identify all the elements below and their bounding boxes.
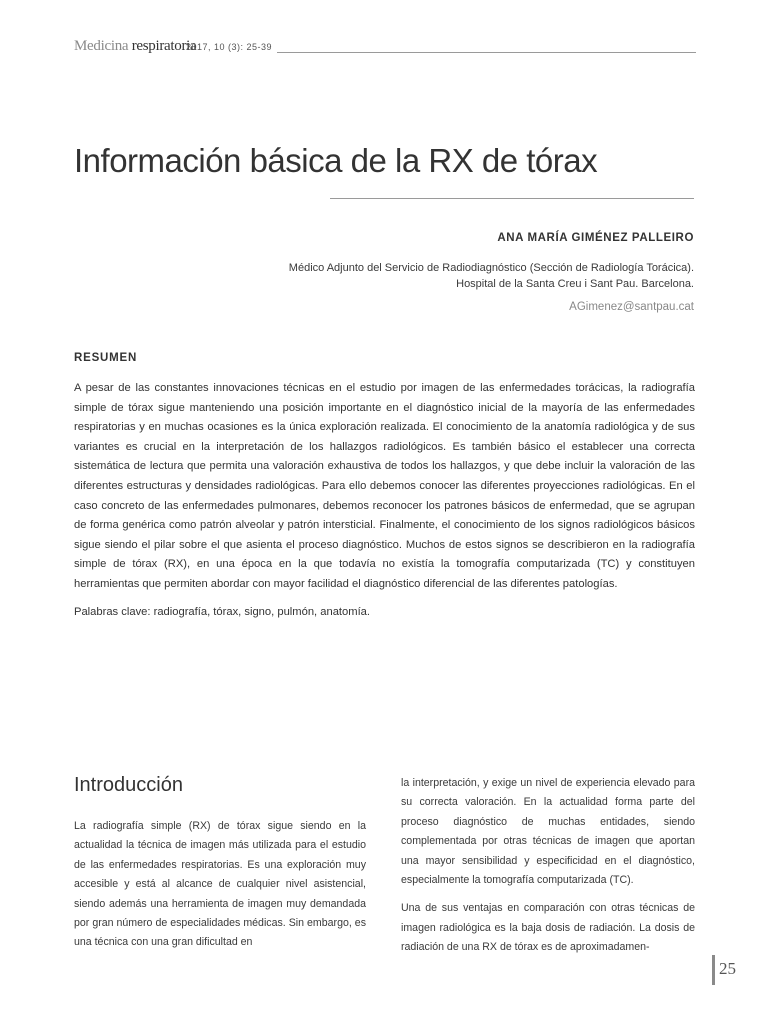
- author-email-link[interactable]: AGimenez@santpau.cat: [569, 301, 694, 313]
- issue-info: 2017, 10 (3): 25-39: [186, 42, 273, 52]
- journal-name: [74, 38, 196, 55]
- intro-paragraph-1: La radiografía simple (RX) de tórax sigue siendo en la actualidad la técnica de imagen más utilizada para el estudio de las enfermedades respiratorias. Es una exploración muy accesible y está al alcance de cualquier nivel asistencial, siendo además una herramienta de imagen muy demandada por gran número de especialidades médicas. Sin embargo, es una técnica con una gran dificultad en: [74, 820, 366, 949]
- journal-name-light: Medicina: [74, 38, 129, 54]
- running-header: [74, 38, 696, 58]
- abstract-text: A pesar de las constantes innovaciones técnicas en el estudio por imagen de las enfermedades torácicas, la radiografía simple de tórax sigue manteniendo una posición importante en el diagnóstico inicial de la mayoría de las enfermedades respiratorias y en muchas ocasiones es la única exploración realizada. El conocimiento de la anatomía radiológica y de sus variantes es crucial en la interpretación de los hallazgos radiológicos. Es también básico el establecer una correcta sistemática de lectura que permita una valoración exhaustiva de todos los hallazgos, y que debe incluir la valoración de las diferentes estructuras y densidades radiológicas. Para ello debemos conocer las diferentes proyecciones radiológicas. En el caso concreto de las enfermedades pulmonares, debemos reconocer los patrones básicos de enfermedad, que se agrupan de forma genérica como patrón alveolar y patrón intersticial. Finalmente, el conocimiento de los signos radiológicos básicos sigue siendo el pilar sobre el que asienta el proceso diagnóstico. Muchos de estos signos se describieron en la radiografía simple de tórax (RX), en una época en la que todavía no existía la tomografía computarizada (TC) y constituyen herramientas que permiten abordar con mayor facilidad el diagnóstico diferencial de las diferentes patologías.: [74, 382, 695, 590]
- affiliation-line-1: Médico Adjunto del Servicio de Radiodiagnóstico (Sección de Radiología Torácica).: [288, 262, 694, 274]
- page-number: 25: [719, 959, 736, 978]
- intro-paragraph-3: Una de sus ventajas en comparación con otras técnicas de imagen radiológica es la baja dosis de radiación. La dosis de radiación de una RX de tórax es de aproximadamen-: [401, 902, 695, 954]
- right-column: [401, 774, 695, 958]
- affiliation-line-2: Hospital de la Santa Creu i Sant Pau. Barcelona.: [456, 278, 694, 290]
- abstract-heading: RESUMEN: [74, 352, 138, 364]
- intro-paragraph-2: la interpretación, y exige un nivel de experiencia elevado para su correcta valoración. En la actualidad forma parte del proceso diagnóstico de muchas entidades, siendo complementada por otras técnicas de imagen que aportan una mayor sensibilidad y especificidad en el diagnóstico, especialmente la tomografía computarizada (TC).: [401, 777, 695, 887]
- section-heading-introduccion: Introducción: [74, 774, 183, 796]
- keywords: Palabras clave: radiografía, tórax, signo, pulmón, anatomía.: [74, 606, 371, 618]
- left-column: [74, 774, 366, 953]
- journal-name-bold: respiratoria: [131, 38, 197, 54]
- header-rule: [277, 52, 696, 53]
- title-rule: [330, 198, 694, 199]
- article-title: Información básica de la RX de tórax: [74, 142, 598, 179]
- page-number-bar: [712, 955, 715, 985]
- author-affiliation: [289, 260, 694, 292]
- author-name: ANA MARÍA GIMÉNEZ PALLEIRO: [497, 232, 694, 244]
